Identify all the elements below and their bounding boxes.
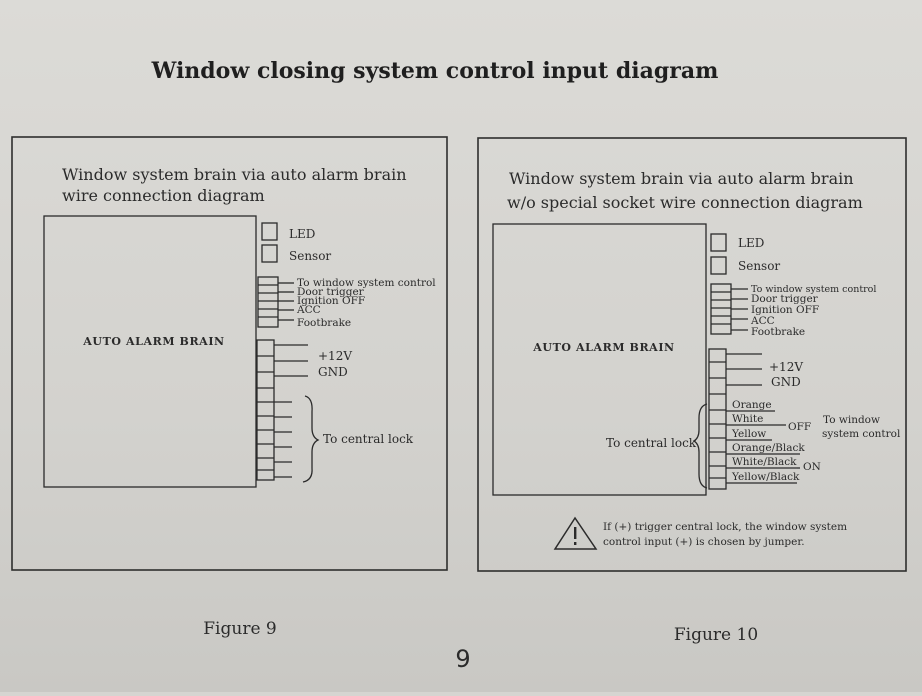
figure-10-lower-connector bbox=[709, 349, 726, 489]
figure-9-brain-label: AUTO ALARM BRAIN bbox=[83, 335, 225, 348]
figure-9 bbox=[12, 137, 447, 570]
figure-10-wire-acc: ACC bbox=[751, 315, 775, 327]
figure-9-label: Figure 9 bbox=[203, 619, 277, 639]
figure-9-caption-line-1: Window system brain via auto alarm brain bbox=[62, 165, 407, 184]
figure-10-wire-door-trigger: Door trigger bbox=[751, 293, 818, 305]
figure-10-brain-box bbox=[493, 224, 706, 495]
warning-line-2: control input (+) is chosen by jumper. bbox=[603, 536, 805, 548]
figure-10-wire-orange: Orange bbox=[732, 399, 772, 411]
figure-9-wire-footbrake: Footbrake bbox=[297, 317, 352, 329]
figure-9-led-label: LED bbox=[289, 227, 316, 241]
page-number: 9 bbox=[455, 645, 471, 673]
figure-10-led-label: LED bbox=[738, 236, 765, 250]
figure-10-wire-white-black: White/Black bbox=[732, 456, 797, 468]
figure-10-on-label: ON bbox=[803, 461, 821, 473]
figure-9-caption-line-2: wire connection diagram bbox=[62, 186, 265, 205]
figure-9-wire-ignition-off: Ignition OFF bbox=[297, 295, 366, 307]
figure-9-led-socket bbox=[262, 223, 277, 240]
figure-10-wire-footbrake: Footbrake bbox=[751, 326, 806, 338]
figure-9-sensor-label: Sensor bbox=[289, 249, 332, 263]
figure-10-wire-yellow-black: Yellow/Black bbox=[732, 471, 800, 483]
figure-10-wire-window-control: To window system control bbox=[751, 284, 877, 295]
figure-9-lower-connector bbox=[257, 340, 274, 480]
figure-10-caption-line-2: w/o special socket wire connection diagram bbox=[507, 193, 863, 212]
figure-10-brain-label: AUTO ALARM BRAIN bbox=[533, 341, 675, 354]
figure-9-wire-window-control: To window system control bbox=[297, 277, 436, 289]
figure-10-wire-orange-black: Orange/Black bbox=[732, 442, 805, 454]
figure-10-sensor-socket bbox=[711, 257, 726, 274]
figure-10-wire-white: White bbox=[732, 413, 764, 425]
figure-10-sensor-label: Sensor bbox=[738, 259, 781, 273]
figure-10-label: Figure 10 bbox=[673, 625, 759, 645]
figure-9-wire-door-trigger: Door trigger bbox=[297, 286, 364, 298]
figure-10 bbox=[478, 138, 906, 571]
figure-10-window-control-line-1: To window bbox=[823, 414, 880, 426]
page-title: Window closing system control input diagram bbox=[151, 58, 719, 84]
figure-10-led-socket bbox=[711, 234, 726, 251]
figure-10-off-label: OFF bbox=[788, 421, 812, 433]
figure-9-wire-gnd: GND bbox=[318, 365, 348, 379]
figure-9-control-leads bbox=[258, 283, 294, 320]
figure-9-wire-12v: +12V bbox=[318, 349, 352, 363]
figure-10-control-leads bbox=[711, 289, 748, 330]
figure-9-central-lock-brace bbox=[303, 396, 318, 482]
figure-9-wire-acc: ACC bbox=[297, 304, 321, 316]
figure-10-wire-gnd: GND bbox=[771, 375, 801, 389]
figure-9-central-lock-label: To central lock bbox=[323, 432, 414, 446]
figure-10-wire-12v: +12V bbox=[769, 360, 803, 374]
figure-9-sensor-socket bbox=[262, 245, 277, 262]
figure-9-brain-box bbox=[44, 216, 256, 487]
warning-line-1: If (+) trigger central lock, the window system bbox=[603, 521, 848, 533]
figure-10-window-control-line-2: system control bbox=[822, 428, 901, 440]
warning-icon bbox=[555, 518, 596, 549]
figure-10-central-lock-label: To central lock bbox=[606, 436, 697, 450]
figure-9-lower-leads bbox=[257, 345, 308, 477]
figure-10-caption-line-1: Window system brain via auto alarm brain bbox=[509, 169, 854, 188]
figure-10-wire-yellow: Yellow bbox=[732, 428, 767, 440]
figure-10-wire-ignition-off: Ignition OFF bbox=[751, 304, 820, 316]
